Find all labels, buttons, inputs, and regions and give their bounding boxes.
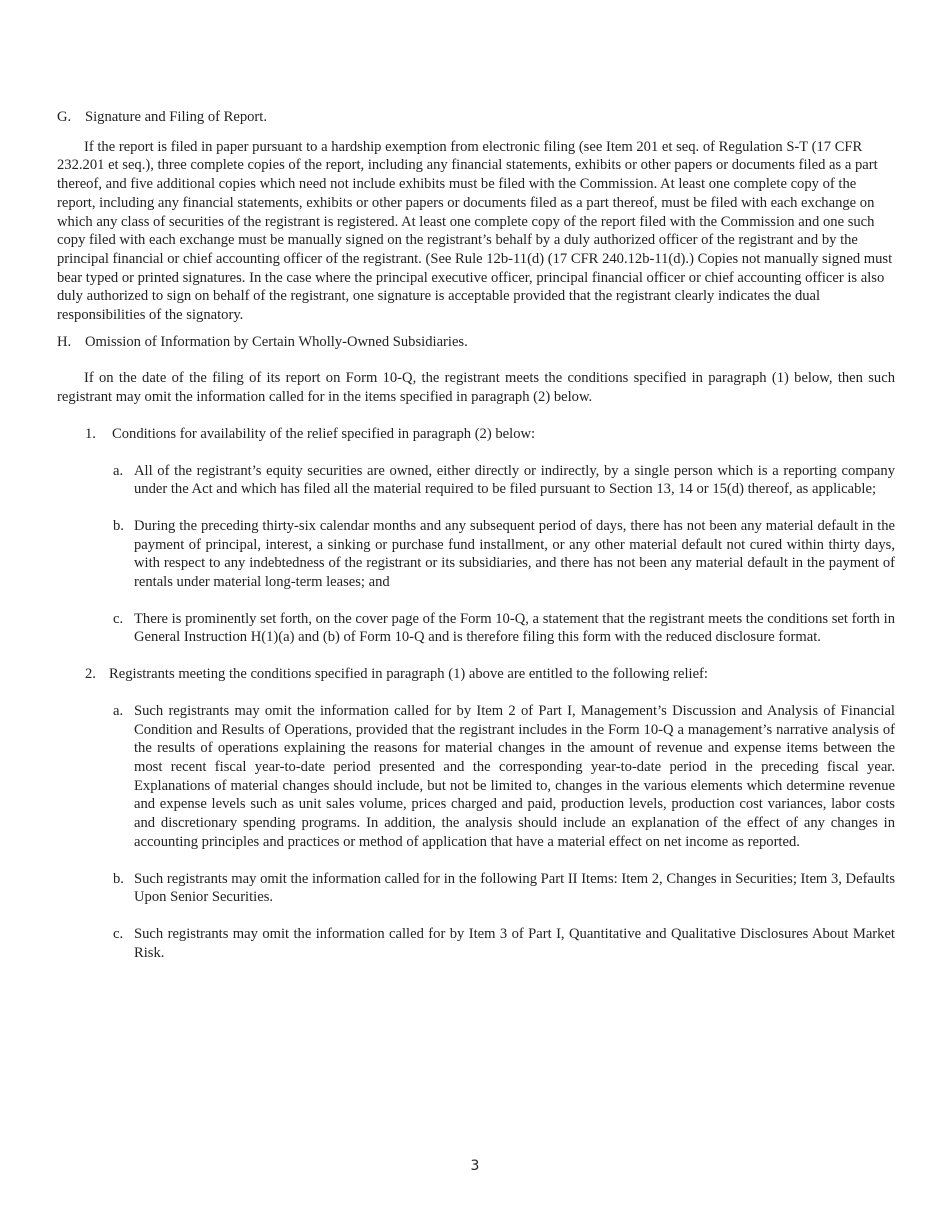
- section-g-title: Signature and Filing of Report.: [85, 109, 267, 125]
- item-2: [57, 665, 895, 684]
- item-1b-text: During the preceding thirty-six calendar months and any subsequent period of days, there has not been any material default in the payment of principal, interest, a sinking or purchase fund installment, or any other material default not cured within thirty days, with respect to any indebtedness of the registrant or its subsidiaries, and there has not been any material default in the payment of rentals under material long-term leases; and: [134, 517, 895, 591]
- item-1a-label: a.: [113, 462, 124, 479]
- section-h-title: Omission of Information by Certain Wholly-Owned Subsidiaries.: [85, 333, 468, 350]
- item-2c-label: c.: [113, 925, 124, 942]
- item-1b: [57, 517, 895, 592]
- item-1c-label: c.: [113, 610, 124, 627]
- item-1c-text: There is prominently set forth, on the cover page of the Form 10-Q, a statement that the registrant meets the conditions set forth in General Instruction H(1)(a) and (b) of Form 10-Q and is therefore filing this form with the reduced disclosure format.: [134, 610, 895, 646]
- section-h-letter: H.: [57, 333, 72, 350]
- section-g-body: If the report is filed in paper pursuant to a hardship exemption from electronic filing (see Item 201 et seq. of Regulation S-T (17 CFR 232.201 et seq.), three complete copies of the report, including any financial statements, exhibits or other papers or documents filed as a part thereof, and five additional copies which need not include exhibits must be filed with the Commission. At least one complete copy of the report, including any financial statements, exhibits or other papers or documents filed as a part thereof, must be filed with each exchange on which any class of securities of the registrant is registered. At least one complete copy of the report filed with the Commission and one such copy filed with each exchange must be manually signed on the registrant’s behalf by a duly authorized officer of the registrant and by the principal financial or chief accounting officer of the registrant. (See Rule 12b-11(d) (17 CFR 240.12b-11(d).) Copies not manually signed must bear typed or printed signatures. In the case where the principal executive officer, principal financial officer or chief accounting officer is also duly authorized to sign on behalf of the registrant, one signature is acceptable provided that the registrant clearly indicates the dual responsibilities of the signatory.: [57, 138, 893, 324]
- section-g-heading: [57, 108, 895, 127]
- item-2c: [57, 925, 895, 962]
- section-h-heading: [57, 333, 895, 352]
- item-1: [57, 425, 895, 444]
- page-number: 3: [470, 1158, 480, 1174]
- section-g-letter: G.: [57, 109, 72, 125]
- item-1b-label: b.: [113, 517, 124, 534]
- item-1-number: 1.: [85, 425, 96, 442]
- item-2a-label: a.: [113, 702, 124, 719]
- item-1a: [57, 462, 895, 499]
- item-2b-label: b.: [113, 870, 124, 887]
- item-1a-text: All of the registrant’s equity securities are owned, either directly or indirectly, by a single person which is a reporting company under the Act and which has filed all the material required to be filed pursuant to Section 13, 14 or 15(d) thereof, as applicable;: [134, 462, 895, 498]
- section-h-intro: If on the date of the filing of its report on Form 10-Q, the registrant meets the conditions specified in paragraph (1) below, then such registrant may omit the information called for in the items specified in paragraph (2) below.: [57, 370, 895, 406]
- item-2-number: 2.: [85, 666, 96, 683]
- item-2b-text: Such registrants may omit the information called for in the following Part II Items: Item 2, Changes in Securities; Item 3, Defaults Upon Senior Securities.: [134, 870, 895, 906]
- item-2a-text: Such registrants may omit the information called for by Item 2 of Part I, Management’s Discussion and Analysis of Financial Condition and Results of Operations, provided that the registrant includes in the Form 10-Q a management’s narrative analysis of the results of operations explaining the reasons for material changes in the amount of revenue and expense items between the most recent fiscal year-to-date period presented and the corresponding year-to-date period in the preceding fiscal year. Explanations of material changes should include, but not be limited to, changes in the various elements which determine revenue and expense levels such as unit sales volume, prices charged and paid, production levels, production cost variances, labor costs and discretionary spending programs. In addition, the analysis should include an explanation of the effect of any changes in accounting principles and practices or method of application that have a material effect on net income as reported.: [134, 702, 895, 850]
- item-2c-text: Such registrants may omit the information called for by Item 3 of Part I, Quantitative and Qualitative Disclosures About Market Risk.: [134, 925, 895, 961]
- document-page: [57, 108, 895, 962]
- item-2b: [57, 870, 895, 907]
- item-1c: [57, 610, 895, 647]
- item-1-text: Conditions for availability of the relief specified in paragraph (2) below:: [112, 425, 536, 442]
- item-2-text: Registrants meeting the conditions specified in paragraph (1) above are entitled to the following relief:: [109, 666, 708, 683]
- item-2a: [57, 702, 895, 852]
